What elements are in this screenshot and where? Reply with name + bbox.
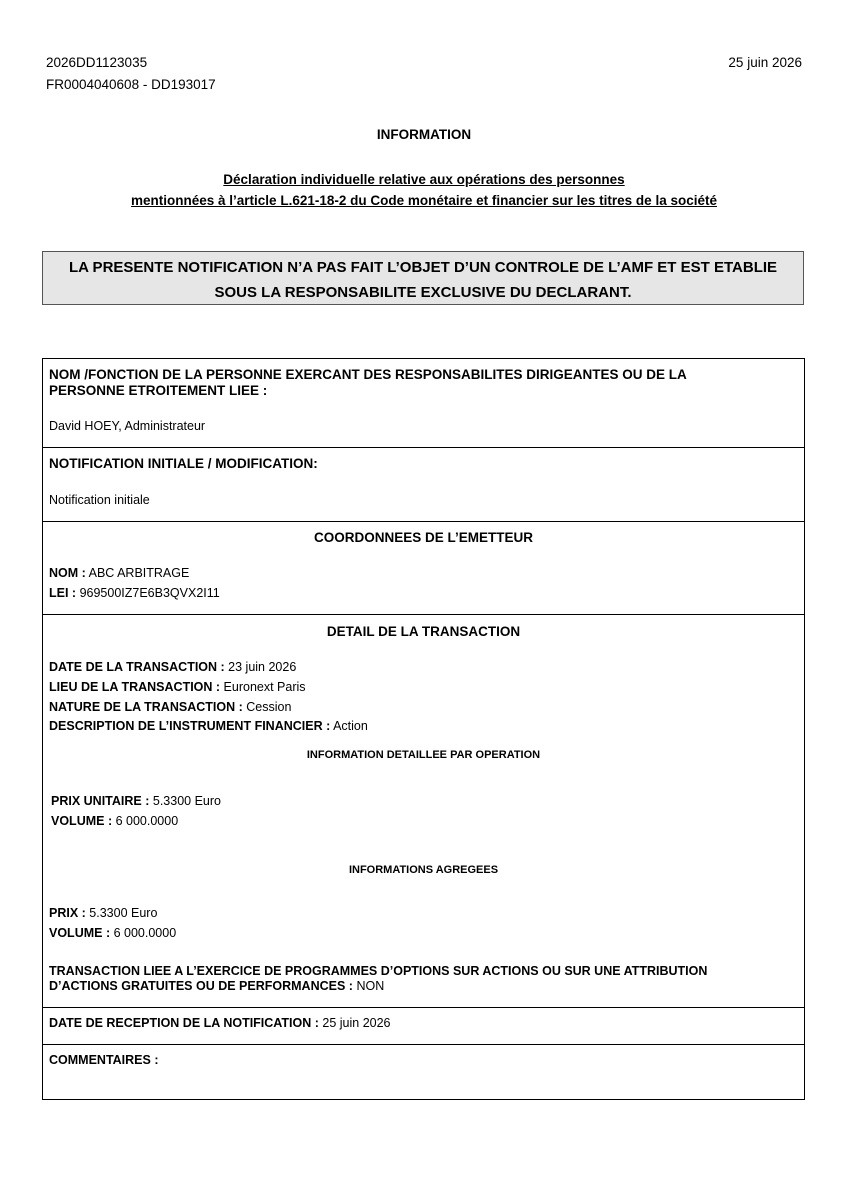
volume-value: 6 000.0000 [115,814,179,828]
issuer-lei-label: LEI : [49,586,77,600]
reference-code: FR0004040608 - DD193017 [46,77,216,92]
notification-heading: NOTIFICATION INITIALE / MODIFICATION: [49,456,318,471]
subtitle-line-2: mentionnées à l’article L.621-18-2 du Code monétaire et financier sur les titres de la société [131,193,717,208]
volume [51,814,178,828]
unit-price [51,794,221,808]
divider [42,614,805,615]
issuer-lei [49,586,220,600]
unit-price-label: PRIX UNITAIRE : [51,794,150,808]
comments-label: COMMENTAIRES : [49,1053,159,1067]
disclaimer-banner [42,251,804,305]
transaction-place-value: Euronext Paris [223,680,306,694]
reception-date [49,1016,391,1030]
transaction-heading: DETAIL DE LA TRANSACTION [326,624,521,639]
options-program-line-2: D’ACTIONS GRATUITES OU DE PERFORMANCES : [49,979,353,993]
person-heading-line-2: PERSONNE ETROITEMENT LIEE : [49,383,268,398]
person-value: David HOEY, Administrateur [49,419,206,433]
divider [42,1007,805,1008]
aggregated-volume-label: VOLUME : [49,926,111,940]
subtitle-line-1: Déclaration individuelle relative aux opérations des personnes [223,172,625,187]
transaction-nature-label: NATURE DE LA TRANSACTION : [49,700,243,714]
volume-label: VOLUME : [51,814,113,828]
issuer-heading: COORDONNEES DE L’EMETTEUR [313,530,534,545]
options-program [49,964,707,994]
aggregated-price [49,906,157,920]
divider [42,1044,805,1045]
banner-line-2: SOUS LA RESPONSABILITE EXCLUSIVE DU DECLARANT. [214,284,632,301]
transaction-nature [49,700,291,714]
transaction-date [49,660,296,674]
person-heading [49,367,687,399]
options-program-line-1: TRANSACTION LIEE A L’EXERCICE DE PROGRAMMES D’OPTIONS SUR ACTIONS OU SUR UNE ATTRIBUTION [49,964,708,978]
transaction-date-value: 23 juin 2026 [228,660,297,674]
transaction-date-label: DATE DE LA TRANSACTION : [49,660,225,674]
issuer-lei-value: 969500IZ7E6B3QVX2I11 [79,586,220,600]
reception-date-label: DATE DE RECEPTION DE LA NOTIFICATION : [49,1016,319,1030]
aggregated-heading: INFORMATIONS AGREGEES [348,864,499,876]
aggregated-price-label: PRIX : [49,906,86,920]
instrument-description [49,719,368,733]
transaction-place-label: LIEU DE LA TRANSACTION : [49,680,221,694]
issuer-name [49,566,189,580]
detail-heading: INFORMATION DETAILLEE PAR OPERATION [306,749,541,761]
aggregated-volume [49,926,176,940]
instrument-description-label: DESCRIPTION DE L’INSTRUMENT FINANCIER : [49,719,331,733]
person-heading-line-1: NOM /FONCTION DE LA PERSONNE EXERCANT DES RESPONSABILITES DIRIGEANTES OU DE LA [49,367,687,382]
options-program-value: NON [356,979,385,993]
transaction-place [49,680,306,694]
aggregated-volume-value: 6 000.0000 [113,926,177,940]
instrument-description-value: Action [333,719,368,733]
banner-line-1: LA PRESENTE NOTIFICATION N’A PAS FAIT L’OBJET D’UN CONTROLE DE L’AMF ET EST ETABLIE [68,259,778,276]
page-title: INFORMATION [376,127,472,142]
reference-number: 2026DD1123035 [46,55,148,70]
notification-value: Notification initiale [49,493,150,507]
divider [42,521,805,522]
reception-date-value: 25 juin 2026 [322,1016,391,1030]
issuer-name-value: ABC ARBITRAGE [88,566,190,580]
unit-price-value: 5.3300 Euro [152,794,221,808]
transaction-nature-value: Cession [246,700,292,714]
header-date: 25 juin 2026 [728,55,802,70]
aggregated-price-value: 5.3300 Euro [89,906,158,920]
divider [42,447,805,448]
issuer-name-label: NOM : [49,566,86,580]
